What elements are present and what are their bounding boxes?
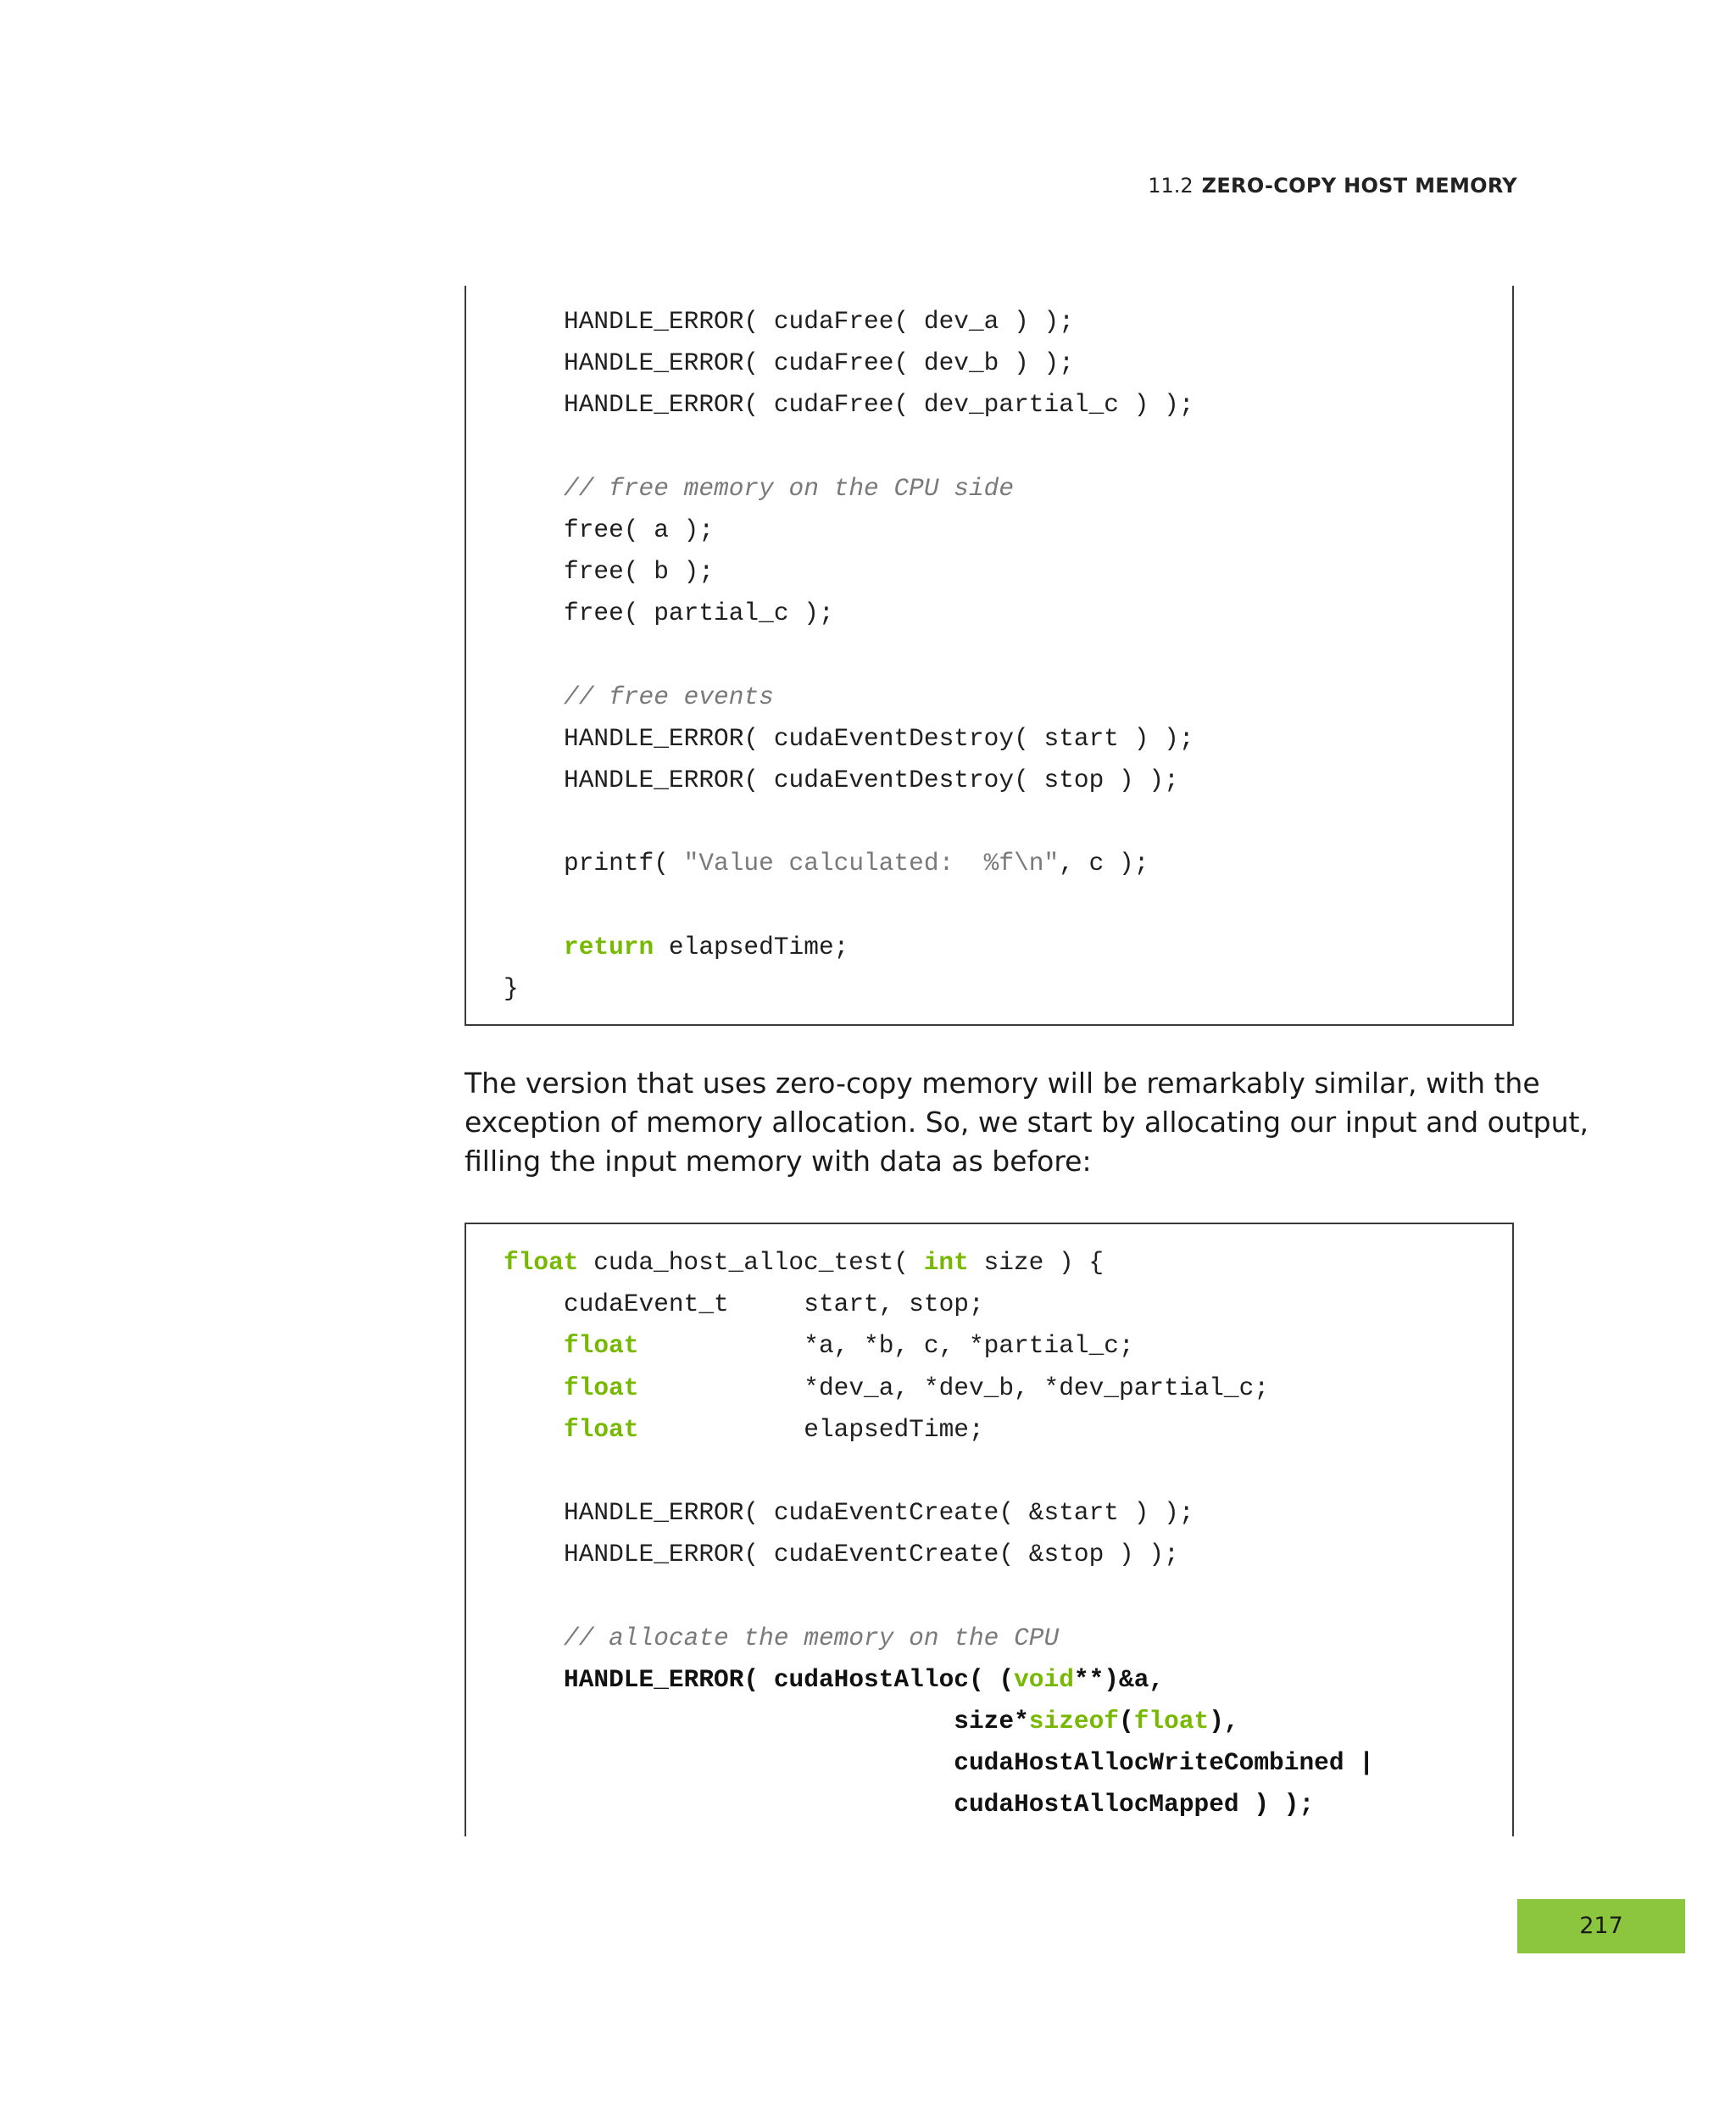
running-header: [1017, 174, 1517, 198]
code-line: [504, 384, 1194, 426]
code-token: HANDLE_ERROR( cudaHostAlloc( (: [564, 1664, 1015, 1694]
code-token: HANDLE_ERROR( cudaEventDestroy( start ) );: [564, 723, 1194, 753]
code-line: [504, 1325, 1374, 1367]
code-keyword: sizeof: [1028, 1707, 1120, 1736]
code-line: [504, 968, 1194, 1010]
code-token: *a, *b, c, *partial_c;: [638, 1331, 1134, 1361]
code-line: [504, 843, 1194, 884]
code-line: [504, 1701, 1374, 1742]
code-token: (: [1119, 1707, 1134, 1736]
code-token: ),: [1209, 1707, 1239, 1736]
code-line: [504, 426, 1194, 468]
code-line: [504, 635, 1194, 677]
code-keyword: float: [1133, 1707, 1210, 1736]
code-listing: [504, 1242, 1374, 1826]
code-line: [504, 551, 1194, 593]
code-line: [504, 343, 1194, 384]
code-line: [504, 885, 1194, 927]
code-comment: // allocate the memory on the CPU: [564, 1623, 1060, 1652]
code-line: [504, 1784, 1374, 1825]
code-line: [504, 927, 1194, 968]
code-string: "Value calculated: %f\n": [683, 849, 1060, 878]
code-token: elapsedTime;: [654, 932, 849, 961]
code-line: [504, 301, 1194, 343]
code-line: [504, 801, 1194, 843]
page-number-tab: [1517, 1899, 1685, 1953]
code-block-bottom: [465, 1223, 1514, 1836]
paragraph-line: exception of memory allocation. So, we start by allocating our input and output,: [465, 1106, 1589, 1139]
code-token: *dev_a, *dev_b, *dev_partial_c;: [638, 1373, 1270, 1402]
code-keyword: float: [564, 1373, 639, 1402]
code-token: HANDLE_ERROR( cudaFree( dev_b ) );: [564, 348, 1074, 378]
code-comment: // free events: [564, 682, 774, 711]
code-token: printf(: [564, 849, 684, 878]
code-keyword: float: [504, 1248, 579, 1277]
code-token: free( b );: [564, 557, 715, 587]
code-token: }: [504, 974, 519, 1003]
code-token: , c );: [1059, 849, 1149, 878]
code-listing: [504, 301, 1194, 1010]
code-line: [504, 760, 1194, 801]
code-comment: // free memory on the CPU side: [564, 473, 1015, 503]
page-number: 217: [1579, 1913, 1623, 1939]
code-keyword: void: [1014, 1664, 1074, 1694]
code-token: HANDLE_ERROR( cudaEventCreate( &start ) );: [564, 1498, 1194, 1528]
code-token: cuda_host_alloc_test(: [578, 1248, 924, 1277]
code-token: free( partial_c );: [564, 599, 834, 628]
code-keyword: return: [564, 932, 654, 961]
code-token: HANDLE_ERROR( cudaEventCreate( &stop ) );: [564, 1540, 1179, 1569]
code-line: [504, 593, 1194, 634]
code-line: [504, 718, 1194, 760]
code-token: HANDLE_ERROR( cudaEventDestroy( stop ) );: [564, 766, 1179, 795]
code-line: [504, 1451, 1374, 1492]
code-line: [504, 1492, 1374, 1534]
code-block-top: [465, 286, 1514, 1026]
code-token: cudaHostAllocMapped ) );: [564, 1790, 1315, 1819]
code-token: cudaEvent_t start, stop;: [564, 1290, 984, 1319]
code-line: [504, 1284, 1374, 1325]
code-line: [504, 1242, 1374, 1284]
code-token: free( a );: [564, 515, 715, 544]
code-keyword: float: [564, 1414, 639, 1444]
code-line: [504, 1576, 1374, 1618]
code-line: [504, 1659, 1374, 1701]
code-line: [504, 1742, 1374, 1784]
code-line: [504, 468, 1194, 510]
section-number: 11.2: [1148, 174, 1194, 198]
code-token: cudaHostAllocWriteCombined |: [564, 1748, 1374, 1778]
code-token: HANDLE_ERROR( cudaFree( dev_partial_c ) );: [564, 390, 1194, 420]
code-token: **)&a,: [1073, 1664, 1165, 1694]
code-token: HANDLE_ERROR( cudaFree( dev_a ) );: [564, 307, 1074, 336]
code-keyword: int: [923, 1248, 969, 1277]
code-line: [504, 1368, 1374, 1409]
code-token: size ) {: [968, 1248, 1104, 1277]
code-line: [504, 510, 1194, 551]
code-token: elapsedTime;: [638, 1414, 984, 1444]
code-line: [504, 1618, 1374, 1659]
code-line: [504, 1534, 1374, 1575]
body-paragraph: [465, 1064, 1589, 1181]
paragraph-line: The version that uses zero-copy memory will be remarkably similar, with the: [465, 1067, 1540, 1100]
code-line: [504, 677, 1194, 718]
code-token: size*: [564, 1707, 1029, 1736]
paragraph-line: filling the input memory with data as before:: [465, 1145, 1092, 1178]
section-title: ZERO-COPY HOST MEMORY: [1201, 174, 1517, 198]
code-line: [504, 1409, 1374, 1451]
code-keyword: float: [564, 1331, 639, 1361]
